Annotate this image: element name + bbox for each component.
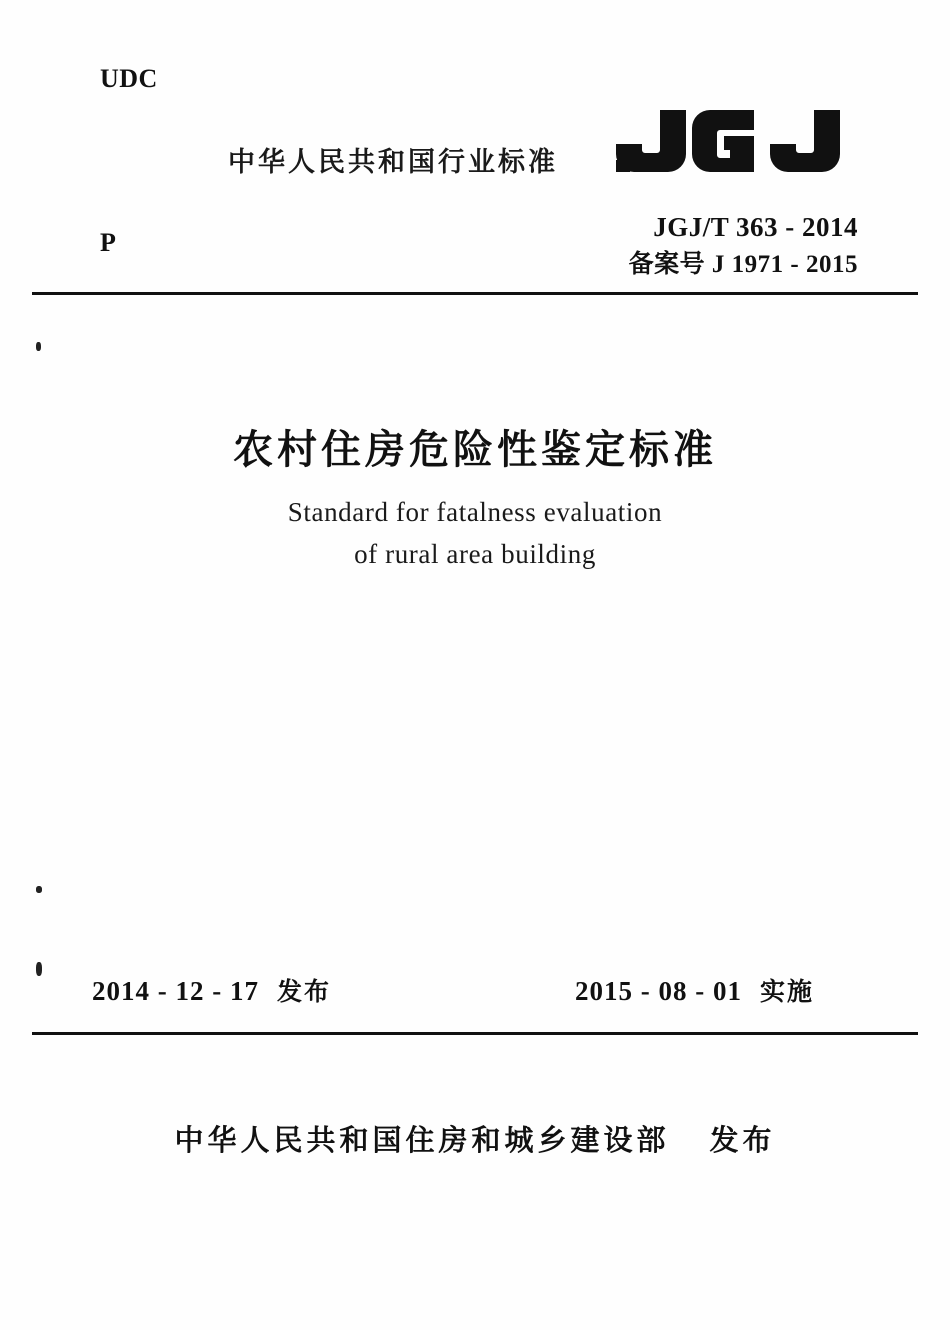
page-title-chinese: 农村住房危险性鉴定标准 — [233, 427, 717, 473]
category-letter: P — [100, 228, 116, 257]
effective-date: 2015 - 08 - 01 — [575, 976, 742, 1006]
publisher-name: 中华人民共和国住房和城乡建设部 — [174, 1123, 670, 1157]
scan-speck — [36, 342, 41, 351]
title-english-line-1: Standard for fatalness evaluation — [287, 497, 663, 527]
effective-date-group — [575, 972, 814, 1008]
ministry-standard-line: 中华人民共和国行业标准 — [228, 147, 558, 178]
page-title-english — [0, 492, 950, 576]
issue-word: 发布 — [276, 977, 331, 1006]
publisher-verb: 发布 — [709, 1123, 776, 1157]
date-row — [0, 972, 950, 1012]
record-number: 备案号 J 1971 - 2015 — [628, 251, 858, 279]
scan-speck — [36, 886, 42, 893]
title-english-line-2: of rural area building — [354, 538, 596, 569]
jgj-logo — [608, 108, 858, 174]
issue-date-group — [92, 972, 331, 1008]
divider-bottom — [32, 1032, 918, 1035]
issue-date: 2014 - 12 - 17 — [92, 976, 259, 1006]
publisher-line — [0, 1118, 950, 1159]
effective-word: 实施 — [759, 977, 814, 1006]
standard-number-block — [629, 208, 858, 283]
udc-label: UDC — [100, 64, 158, 93]
standard-number: JGJ/T 363 - 2014 — [653, 212, 858, 242]
divider-top — [32, 292, 918, 295]
